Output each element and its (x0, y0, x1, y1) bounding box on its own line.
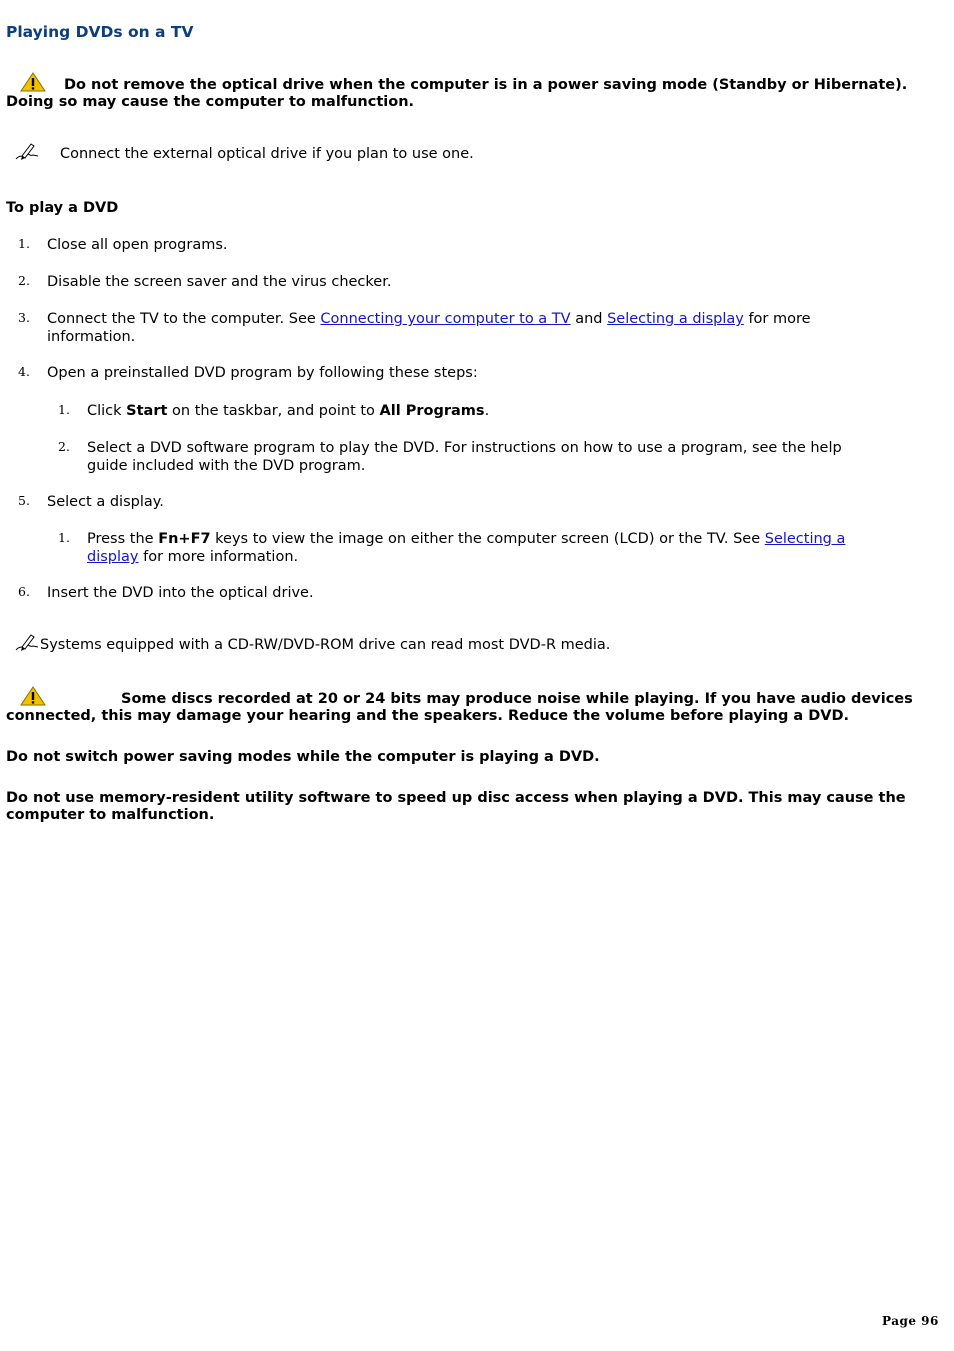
list-item: 5. Select a display. (18, 493, 164, 510)
warning-icon (20, 72, 46, 92)
procedure-heading: To play a DVD (6, 200, 119, 216)
note-pencil-icon (14, 633, 40, 653)
note-dvd-r-media (14, 633, 610, 654)
list-item: 1. Press the Fn+F7 keys to view the image on either the computer screen (LCD) or the TV. See Selecting a display for more information. (58, 530, 846, 565)
warning-block-audio-noise (6, 686, 934, 725)
note-text: Connect the external optical drive if you plan to use one. (60, 146, 474, 162)
list-item: 1. Click Start on the taskbar, and point to All Programs. (58, 402, 490, 419)
list-item: 2. Disable the screen saver and the virus checker. (18, 273, 392, 290)
warning-memory-resident: Do not use memory-resident utility software to speed up disc access when playing a DVD. This may cause the computer to malfunction. (6, 790, 906, 823)
link-selecting-display[interactable]: Selecting a display (87, 531, 846, 565)
list-item: 2. Select a DVD software program to play the DVD. For instructions on how to use a program, see the help guide included with the DVD program. (58, 439, 842, 474)
list-item: 4. Open a preinstalled DVD program by following these steps: (18, 364, 478, 381)
link-selecting-display[interactable]: Selecting a display (607, 311, 744, 327)
note-text: Systems equipped with a CD-RW/DVD-ROM drive can read most DVD-R media. (40, 637, 611, 653)
link-connecting-tv[interactable]: Connecting your computer to a TV (320, 311, 571, 327)
list-item: 3. Connect the TV to the computer. See Connecting your computer to a TV and Selecting a display for more information. (18, 310, 811, 345)
warning-icon (20, 686, 46, 706)
warning-text: Some discs recorded at 20 or 24 bits may produce noise while playing. If you have audio devices connected, this may damage your hearing and the speakers. Reduce the volume before playing a DVD. (6, 691, 913, 724)
warning-power-modes: Do not switch power saving modes while the computer is playing a DVD. (6, 749, 600, 765)
list-item: 6. Insert the DVD into the optical drive. (18, 584, 314, 601)
note-external-drive (14, 142, 474, 163)
list-item: 1. Close all open programs. (18, 236, 228, 253)
page-title: Playing DVDs on a TV (6, 23, 194, 41)
page-number: Page 96 (882, 1314, 939, 1328)
warning-text: Do not remove the optical drive when the computer is in a power saving mode (Standby or Hibernate). Doing so may cause the computer to malfunction. (6, 77, 908, 110)
warning-block-optical-drive (6, 72, 934, 111)
note-pencil-icon (14, 142, 40, 162)
